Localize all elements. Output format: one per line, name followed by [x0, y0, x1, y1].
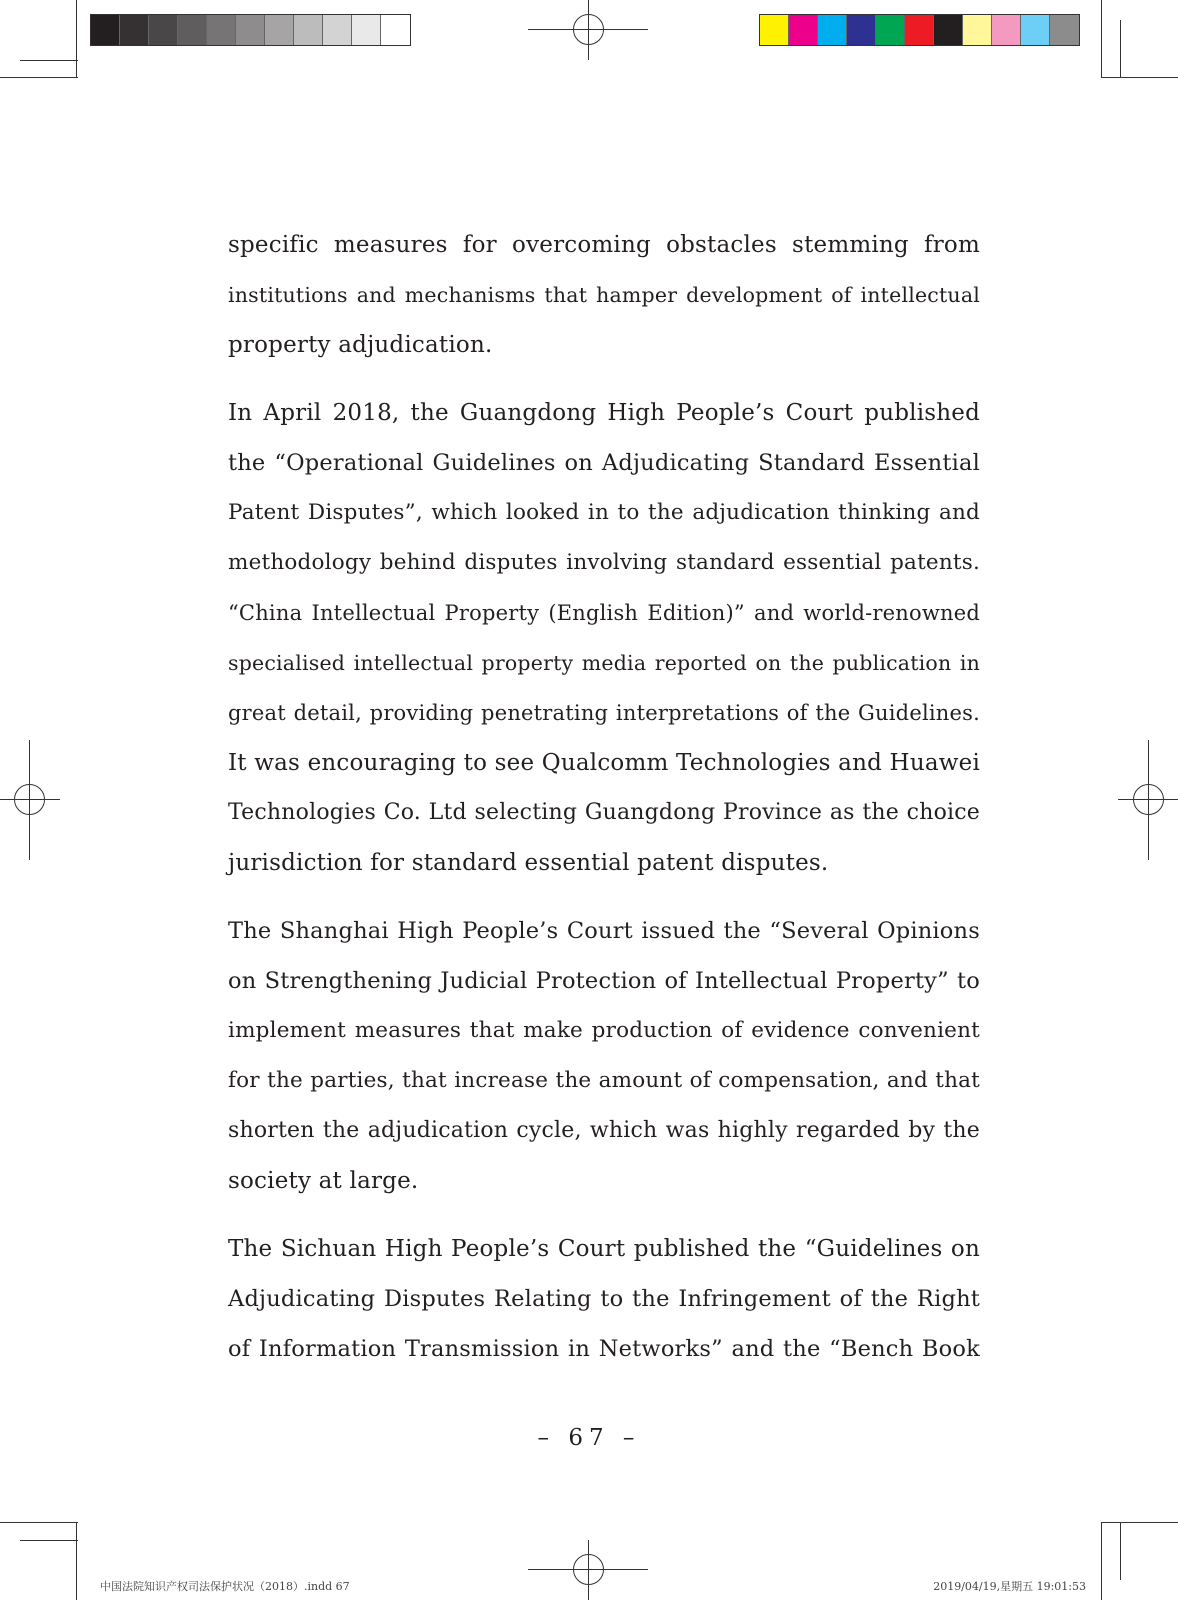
crop-mark — [0, 1522, 78, 1523]
crop-mark — [20, 1540, 78, 1541]
grayscale-swatch — [265, 15, 294, 45]
color-swatch — [789, 15, 818, 45]
registration-mark-top — [528, 0, 648, 60]
text-line: Technologies Co. Ltd selecting Guangdong Province as the choice — [228, 800, 980, 825]
text-line: “China Intellectual Property (English Edition)” and world-renowned — [228, 601, 980, 625]
color-swatch — [847, 15, 876, 45]
page-number: – 67 – — [537, 1425, 641, 1451]
color-swatch — [876, 15, 905, 45]
grayscale-swatch — [381, 15, 410, 45]
text-line: Adjudicating Disputes Relating to the Infringement of the Right — [228, 1286, 980, 1312]
text-line: of Information Transmission in Networks” and the “Bench Book — [228, 1336, 980, 1362]
crop-mark — [1101, 1522, 1102, 1600]
text-line: Patent Disputes”, which looked in to the adjudication thinking and — [228, 500, 980, 525]
grayscale-swatch — [294, 15, 323, 45]
grayscale-swatch — [352, 15, 381, 45]
grayscale-swatch — [323, 15, 352, 45]
color-swatch — [1021, 15, 1050, 45]
text-line: great detail, providing penetrating interpretations of the Guidelines. — [228, 701, 980, 725]
process-color-bar — [759, 14, 1080, 46]
paragraph — [228, 220, 980, 370]
text-line: for the parties, that increase the amount of compensation, and that — [228, 1068, 980, 1093]
crop-mark — [1120, 1522, 1121, 1580]
text-line: on Strengthening Judicial Protection of Intellectual Property” to — [228, 968, 980, 994]
text-line: jurisdiction for standard essential patent disputes. — [228, 850, 829, 876]
crop-mark — [1101, 0, 1102, 78]
crop-mark — [1101, 1522, 1178, 1523]
text-line: specialised intellectual property media reported on the publication in — [228, 651, 980, 675]
registration-mark-right — [1118, 740, 1178, 860]
color-swatch — [818, 15, 847, 45]
footer-timestamp: 2019/04/19,星期五 19:01:53 — [933, 1580, 1086, 1593]
registration-mark-bottom — [528, 1540, 648, 1600]
color-swatch — [992, 15, 1021, 45]
paragraph — [228, 906, 980, 1206]
crop-mark — [76, 1522, 77, 1600]
footer-file-name: 中国法院知识产权司法保护状况（2018）.indd 67 — [100, 1580, 350, 1593]
text-line: implement measures that make production of evidence convenient — [228, 1018, 980, 1043]
registration-mark-left — [0, 740, 60, 860]
crop-mark — [1120, 20, 1121, 78]
grayscale-swatch — [91, 15, 120, 45]
paragraph — [228, 1224, 980, 1374]
color-swatch — [760, 15, 789, 45]
text-line: shorten the adjudication cycle, which was highly regarded by the — [228, 1118, 980, 1143]
text-line: The Sichuan High People’s Court published the “Guidelines on — [228, 1236, 980, 1262]
grayscale-swatch — [120, 15, 149, 45]
text-line: The Shanghai High People’s Court issued the “Several Opinions — [228, 918, 980, 944]
grayscale-swatch — [149, 15, 178, 45]
text-line: In April 2018, the Guangdong High People’s Court published — [228, 400, 980, 426]
text-line: society at large. — [228, 1168, 419, 1194]
text-line: the “Operational Guidelines on Adjudicating Standard Essential — [228, 450, 980, 476]
crop-mark — [0, 77, 78, 78]
text-line: It was encouraging to see Qualcomm Technologies and Huawei — [228, 750, 980, 776]
crop-mark — [20, 60, 78, 61]
color-swatch — [905, 15, 934, 45]
text-line: institutions and mechanisms that hamper development of intellectual — [228, 283, 980, 307]
paragraph — [228, 388, 980, 888]
text-line: methodology behind disputes involving standard essential patents. — [228, 550, 980, 575]
text-line: specific measures for overcoming obstacles stemming from — [228, 232, 980, 258]
grayscale-color-bar — [90, 14, 411, 46]
crop-mark — [76, 0, 77, 78]
crop-mark — [1101, 77, 1178, 78]
grayscale-swatch — [236, 15, 265, 45]
color-swatch — [963, 15, 992, 45]
grayscale-swatch — [207, 15, 236, 45]
color-swatch — [934, 15, 963, 45]
color-swatch — [1050, 15, 1079, 45]
body-text — [228, 220, 980, 1392]
text-line: property adjudication. — [228, 332, 493, 358]
grayscale-swatch — [178, 15, 207, 45]
